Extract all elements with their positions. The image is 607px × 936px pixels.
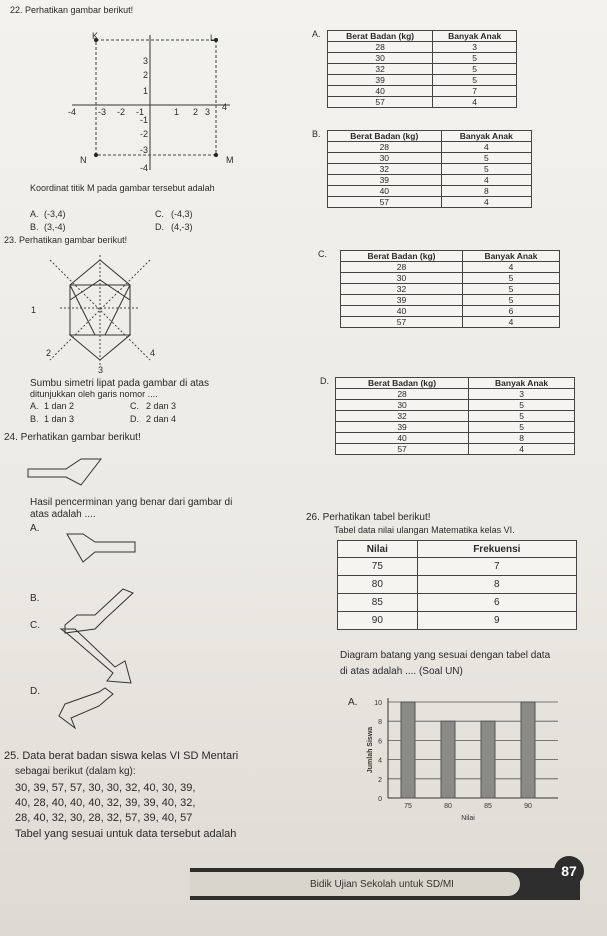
table-d-letter[interactable]: D. (320, 376, 329, 386)
y-tick: -1 (140, 115, 149, 125)
table-row (328, 86, 517, 97)
table-cell: 3 (469, 389, 575, 400)
table-cell: 5 (433, 75, 517, 86)
table-b-letter[interactable]: B. (312, 129, 321, 139)
y-tick: -2 (140, 129, 149, 139)
q22-question: Koordinat titik M pada gambar tersebut adalah (30, 183, 215, 193)
table-cell: 57 (341, 317, 463, 328)
table-row (338, 558, 577, 576)
table-cell: 30 (341, 273, 463, 284)
x-tick-label: 80 (444, 803, 452, 810)
q24-option-a-shape[interactable] (55, 530, 155, 570)
table-row (341, 317, 560, 328)
table-cell: 32 (328, 164, 442, 175)
table-row (336, 422, 575, 433)
q24-option-d-letter[interactable]: D. (30, 686, 40, 697)
label-l: L (210, 33, 216, 43)
q24-option-a-letter[interactable]: A. (30, 523, 40, 534)
q26-bar-chart[interactable] (358, 690, 578, 820)
table-cell: 5 (441, 164, 531, 175)
y-tick-label: 8 (378, 719, 382, 727)
table-header: Banyak Anak (433, 31, 517, 42)
table-row (328, 175, 532, 186)
table-cell: 6 (462, 306, 559, 317)
table-cell: 39 (341, 295, 463, 306)
table-cell: 4 (462, 262, 559, 273)
q23-line-label: 2 (46, 348, 52, 358)
table-cell: 5 (462, 273, 559, 284)
x-tick: 3 (205, 107, 211, 117)
table-d[interactable] (335, 377, 575, 455)
q24-question-line2: atas adalah .... (30, 509, 96, 520)
table-row (328, 153, 532, 164)
bar (521, 702, 535, 798)
table-header: Berat Badan (kg) (336, 378, 469, 389)
table-cell: 5 (433, 53, 517, 64)
q26-option-a-letter[interactable]: A. (348, 697, 358, 708)
label-m: M (226, 155, 234, 165)
table-row (341, 284, 560, 295)
q23-question-line2: ditunjukkan oleh garis nomor .... (30, 389, 158, 399)
table-cell: 8 (417, 576, 576, 594)
x-axis-label: Nilai (461, 815, 475, 822)
table-row (328, 164, 532, 175)
table-cell: 85 (338, 594, 418, 612)
y-tick-label: 0 (378, 796, 382, 803)
q26-question-line1: Diagram batang yang sesuai dengan tabel data (340, 650, 551, 661)
footer-title: Bidik Ujian Sekolah untuk SD/MI (310, 879, 454, 890)
q23-option-a-letter: A. (30, 401, 39, 411)
q23-line-label: 4 (150, 348, 156, 358)
q22-option-a: (-3,4) (44, 209, 66, 219)
table-cell: 39 (328, 75, 433, 86)
q23-title: 23. Perhatikan gambar berikut! (4, 235, 128, 245)
table-header: Berat Badan (kg) (341, 251, 463, 262)
page-number: 87 (554, 856, 584, 886)
table-cell: 8 (469, 433, 575, 444)
table-cell: 4 (469, 444, 575, 455)
q25-question: Tabel yang sesuai untuk data tersebut adalah (15, 828, 237, 840)
q23-option-b-letter: B. (30, 414, 39, 424)
x-tick: 4 (222, 102, 228, 112)
table-cell: 5 (441, 153, 531, 164)
y-tick-label: 2 (378, 776, 382, 784)
q24-option-c-letter[interactable]: C. (30, 620, 40, 631)
table-row (328, 42, 517, 53)
table-cell: 7 (417, 558, 576, 576)
table-cell: 5 (462, 284, 559, 295)
table-row (328, 197, 532, 208)
q22-option-a-letter: A. (30, 209, 39, 219)
q25-line1: 25. Data berat badan siswa kelas VI SD Mentari (4, 750, 239, 762)
point-m (214, 153, 218, 157)
table-cell: 28 (328, 142, 442, 153)
table-row (341, 306, 560, 317)
table-cell: 75 (338, 558, 418, 576)
q25-data-line2: 40, 28, 40, 40, 40, 32, 39, 39, 40, 32, (15, 797, 196, 809)
table-row (328, 75, 517, 86)
table-a[interactable] (327, 30, 517, 108)
q23-option-d-letter: D. (130, 414, 139, 424)
table-cell: 28 (328, 42, 433, 53)
table-cell: 28 (336, 389, 469, 400)
x-tick-label: 75 (404, 803, 412, 810)
dashed-rectangle (96, 40, 216, 155)
table-cell: 32 (336, 411, 469, 422)
q24-option-d-shape[interactable] (55, 684, 155, 744)
q24-question-line1: Hasil pencerminan yang benar dari gambar di (30, 497, 233, 508)
table-cell: 32 (328, 64, 433, 75)
q25-line2: sebagai berikut (dalam kg): (15, 766, 136, 777)
table-cell: 28 (341, 262, 463, 273)
table-cell: 32 (341, 284, 463, 295)
table-cell: 4 (462, 317, 559, 328)
table-row (338, 576, 577, 594)
table-row (336, 433, 575, 444)
table-row (328, 186, 532, 197)
y-tick: 1 (143, 86, 149, 96)
q22-option-d: (4,-3) (171, 222, 193, 232)
q24-title: 24. Perhatikan gambar berikut! (4, 432, 141, 443)
q26-question-line2: di atas adalah .... (Soal UN) (340, 666, 463, 677)
q23-option-d: 2 dan 4 (146, 414, 177, 424)
x-tick: 1 (174, 107, 180, 117)
table-cell: 40 (328, 86, 433, 97)
x-tick-label: 85 (484, 803, 492, 810)
table-cell: 40 (341, 306, 463, 317)
y-tick-label: 10 (374, 700, 382, 707)
q24-option-c-shape[interactable] (55, 625, 155, 685)
x-tick: 2 (193, 107, 199, 117)
table-cell: 40 (328, 186, 442, 197)
table-cell: 30 (328, 153, 442, 164)
table-header: Banyak Anak (469, 378, 575, 389)
table-row (341, 273, 560, 284)
table-cell: 57 (328, 197, 442, 208)
table-header: Berat Badan (kg) (328, 31, 433, 42)
table-cell: 3 (433, 42, 517, 53)
table-cell: 57 (328, 97, 433, 108)
table-b[interactable] (327, 130, 532, 208)
q24-arrow-shape (26, 455, 116, 495)
table-header: Banyak Anak (441, 131, 531, 142)
table-cell: 5 (469, 422, 575, 433)
table-cell: 40 (336, 433, 469, 444)
table-header: Nilai (338, 541, 418, 558)
q22-option-b: (3,-4) (44, 222, 66, 232)
table-cell: 5 (433, 64, 517, 75)
bar (401, 702, 415, 798)
table-cell: 39 (336, 422, 469, 433)
y-tick: -3 (140, 145, 149, 155)
q25-data-line1: 30, 39, 57, 57, 30, 30, 32, 40, 30, 39, (15, 782, 196, 794)
table-cell: 5 (469, 400, 575, 411)
q26-caption: Tabel data nilai ulangan Matematika kelas VI. (334, 525, 515, 535)
x-tick: -3 (98, 107, 107, 117)
q23-line-label: 1 (31, 305, 37, 315)
q22-title: 22. Perhatikan gambar berikut! (10, 5, 134, 15)
bar (441, 721, 455, 798)
table-header: Berat Badan (kg) (328, 131, 442, 142)
table-cell: 4 (441, 142, 531, 153)
y-tick-label: 4 (378, 757, 382, 765)
y-tick: -4 (140, 163, 149, 173)
x-tick: -4 (68, 107, 77, 117)
table-cell: 30 (336, 400, 469, 411)
table-c[interactable] (340, 250, 560, 328)
table-a-letter[interactable]: A. (312, 29, 321, 39)
q23-option-b: 1 dan 3 (44, 414, 75, 424)
table-cell: 57 (336, 444, 469, 455)
q22-option-c: (-4,3) (171, 209, 193, 219)
table-cell: 4 (433, 97, 517, 108)
q22-option-c-letter: C. (155, 209, 164, 219)
table-row (336, 400, 575, 411)
y-tick: 2 (143, 70, 149, 80)
table-cell: 6 (417, 594, 576, 612)
table-cell: 4 (441, 197, 531, 208)
table-cell: 5 (462, 295, 559, 306)
q25-data-line3: 28, 40, 32, 30, 28, 32, 57, 39, 40, 57 (15, 812, 193, 824)
q22-option-b-letter: B. (30, 222, 39, 232)
bar (481, 721, 495, 798)
table-cell: 90 (338, 612, 418, 630)
table-header: Frekuensi (417, 541, 576, 558)
table-row (336, 444, 575, 455)
table-row (328, 142, 532, 153)
table-cell: 7 (433, 86, 517, 97)
q26-title: 26. Perhatikan tabel berikut! (306, 512, 431, 523)
table-cell: 30 (328, 53, 433, 64)
q26-table (337, 540, 577, 630)
table-row (328, 97, 517, 108)
table-cell: 80 (338, 576, 418, 594)
x-tick: -2 (117, 107, 126, 117)
y-axis-label: Jumlah Siswa (367, 726, 374, 774)
q23-question-line1: Sumbu simetri lipat pada gambar di atas (30, 378, 209, 389)
table-row (341, 262, 560, 273)
table-row (341, 295, 560, 306)
table-row (328, 53, 517, 64)
q22-option-d-letter: D. (155, 222, 164, 232)
y-tick-label: 6 (378, 738, 382, 746)
q24-option-b-letter[interactable]: B. (30, 593, 40, 604)
table-cell: 5 (469, 411, 575, 422)
table-row (328, 64, 517, 75)
label-k: K (92, 31, 99, 41)
table-cell: 8 (441, 186, 531, 197)
q23-line-label: 3 (98, 365, 104, 375)
table-cell: 39 (328, 175, 442, 186)
table-row (338, 612, 577, 630)
q23-option-c: 2 dan 3 (146, 401, 177, 411)
x-tick-label: 90 (524, 803, 532, 810)
q23-option-a: 1 dan 2 (44, 401, 75, 411)
table-row (336, 389, 575, 400)
table-row (336, 411, 575, 422)
table-cell: 4 (441, 175, 531, 186)
table-row (338, 594, 577, 612)
table-header: Banyak Anak (462, 251, 559, 262)
q23-symmetric-shape (20, 250, 160, 380)
table-c-letter[interactable]: C. (318, 249, 327, 259)
point-n (94, 153, 98, 157)
q23-option-c-letter: C. (130, 401, 139, 411)
label-n: N (80, 155, 87, 165)
table-cell: 9 (417, 612, 576, 630)
y-tick: 3 (143, 56, 149, 66)
x-tick: -1 (136, 107, 145, 117)
